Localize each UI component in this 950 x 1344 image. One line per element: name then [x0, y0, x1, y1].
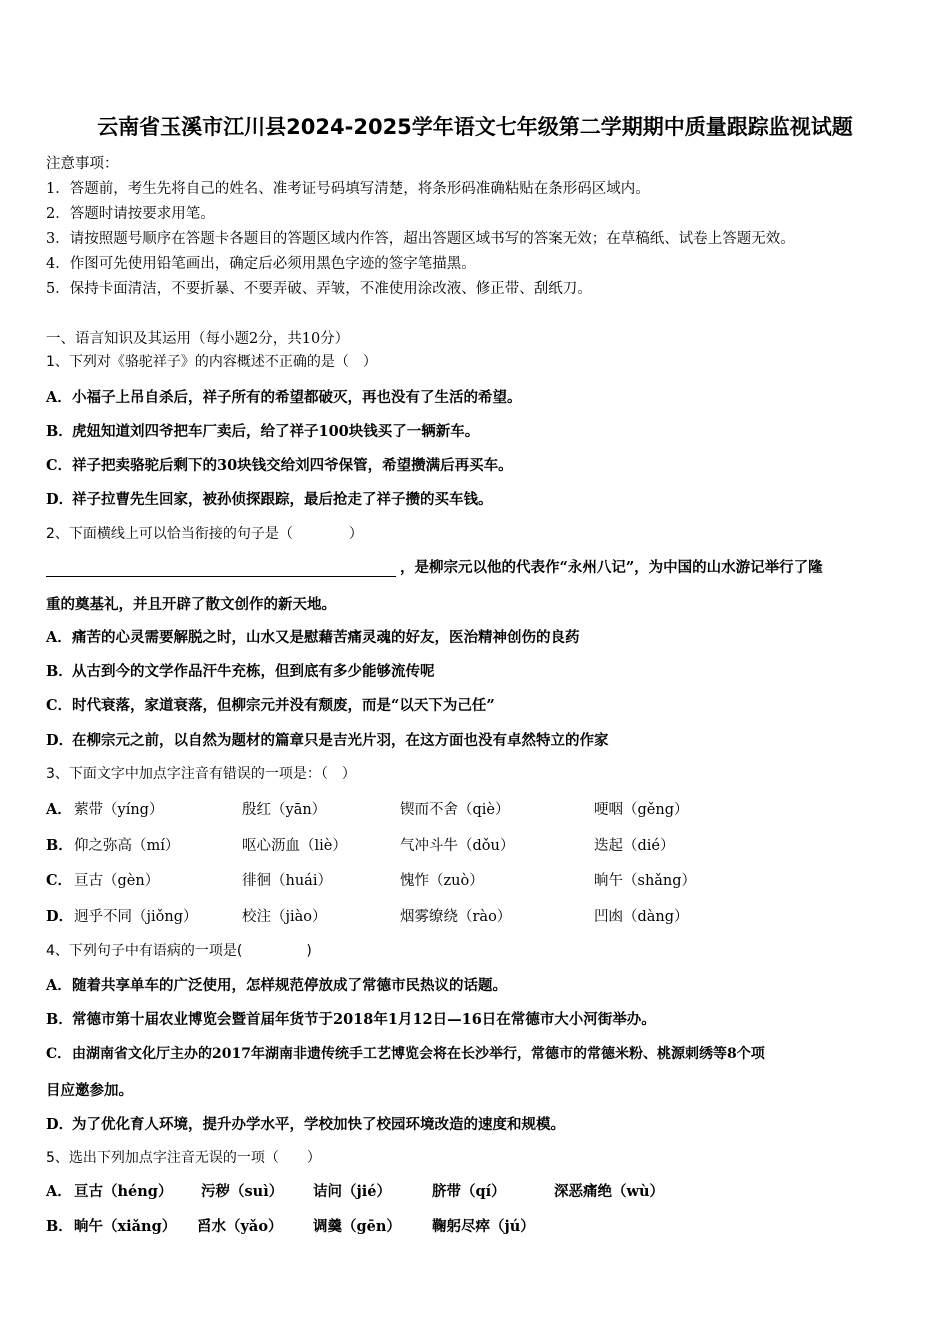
question-2-option-d: [46, 729, 609, 750]
option-cell: 萦带（yíng）: [74, 802, 164, 818]
option-cell: 迥乎不同（jiǒng）: [74, 909, 198, 925]
question-3-stem: 3、下面文字中加点字注音有错误的一项是：（ ）: [46, 766, 356, 782]
option-text: 从古到今的文学作品汗牛充栋，但到底有多少能够流传呢: [72, 663, 435, 680]
question-2-option-b: [46, 660, 435, 681]
passage-text: ，是柳宗元以他的代表作“永州八记”，为中国的山水游记举行了隆: [400, 559, 823, 576]
notice-item: 4．作图可先使用铅笔画出，确定后必须用黑色字迹的签字笔描黑。: [46, 256, 476, 272]
question-4-option-b: [46, 1008, 656, 1029]
option-text: 虎妞知道刘四爷把车厂卖后，给了祥子100块钱买了一辆新车。: [72, 423, 480, 440]
option-label: A．: [46, 389, 72, 406]
option-text: 在柳宗元之前，以自然为题材的篇章只是吉光片羽，在这方面也没有卓然特立的作家: [72, 732, 609, 749]
question-1-stem: 1、下列对《骆驼祥子》的内容概述不正确的是（ ）: [46, 354, 377, 370]
option-cell: 校注（jiào）: [242, 909, 327, 925]
option-cell: 徘徊（huái）: [242, 873, 332, 889]
notice-item: 1．答题前，考生先将自己的姓名、准考证号码填写清楚，将条形码准确粘贴在条形码区域内。: [46, 181, 650, 197]
option-label: B．: [46, 663, 73, 680]
stem-text: 4、下列句子中有语病的一项是(: [46, 943, 243, 959]
option-cell: 舀水（yǎo）: [197, 1218, 283, 1235]
option-cell: 呕心沥血（liè）: [242, 838, 347, 854]
option-cell: 迭起（dié）: [594, 838, 675, 854]
question-4-stem: [46, 940, 312, 960]
notice-heading: 注意事项：: [46, 156, 119, 172]
option-text: 为了优化育人环境，提升办学水平，学校加快了校园环境改造的速度和规模。: [72, 1116, 565, 1133]
option-cell: 亘古（gèn）: [74, 873, 160, 889]
option-text: 祥子拉曹先生回家，被孙侦探跟踪，最后抢走了祥子攒的买车钱。: [72, 491, 493, 508]
option-text: 时代衰落，家道衰落，但柳宗元并没有颓废，而是“以天下为己任”: [72, 697, 495, 714]
option-cell: 殷红（yān）: [242, 802, 327, 818]
question-2-stem: [46, 523, 363, 543]
option-cell: 深恶痛绝（wù）: [554, 1183, 665, 1200]
question-4-option-c-cont: [46, 1079, 133, 1100]
question-4-option-a: [46, 974, 507, 995]
passage-text: 重的奠基礼，并且开辟了散文创作的新天地。: [46, 596, 336, 613]
option-cell: 哽咽（gěng）: [594, 802, 689, 818]
option-label: A．: [46, 629, 72, 646]
option-label: B．: [46, 423, 73, 440]
option-label: A．: [46, 801, 72, 818]
stem-text: 2、下面横线上可以恰当衔接的句子是（: [46, 526, 293, 542]
notice-item: 5．保持卡面清洁，不要折暴、不要弄破、弄皱，不准使用涂改液、修正带、刮纸刀。: [46, 281, 592, 297]
question-2-option-c: [46, 694, 495, 715]
option-cell: 脐带（qí）: [432, 1183, 506, 1200]
question-2-option-a: [46, 626, 580, 647]
option-text: 目应邀参加。: [46, 1082, 133, 1099]
option-label: D．: [46, 908, 74, 925]
option-label: B．: [46, 837, 73, 854]
exam-title: 云南省玉溪市江川县2024-2025学年语文七年级第二学期期中质量跟踪监视试题: [97, 115, 853, 139]
option-label: A．: [46, 977, 72, 994]
option-cell: 晌午（xiǎng）: [74, 1218, 177, 1235]
option-label: B．: [46, 1218, 73, 1235]
option-text: 痛苦的心灵需要解脱之时，山水又是慰藉苦痛灵魂的好友，医治精神创伤的良药: [72, 629, 580, 646]
option-label: D．: [46, 1116, 74, 1133]
option-text: 随着共享单车的广泛使用，怎样规范停放成了常德市民热议的话题。: [72, 977, 507, 994]
option-cell: 凹凼（dàng）: [594, 909, 689, 925]
option-cell: 气冲斗牛（dǒu）: [400, 838, 515, 854]
notice-item: 3．请按照题号顺序在答题卡各题目的答题区域内作答，超出答题区域书写的答案无效；在草稿纸、试卷上答题无效。: [46, 231, 795, 247]
question-1-option-d: [46, 488, 493, 509]
option-text: 常德市第十届农业博览会暨首届年货节于2018年1月12日—16日在常德市大小河街举办。: [72, 1011, 656, 1028]
option-cell: 鞠躬尽瘁（jú）: [432, 1218, 535, 1235]
stem-close: ）: [348, 526, 363, 542]
option-label: C．: [46, 457, 73, 474]
option-text: 祥子把卖骆驼后剩下的30块钱交给刘四爷保管，希望攒满后再买车。: [72, 457, 513, 474]
option-label: A．: [46, 1183, 72, 1200]
answer-blank: [46, 560, 396, 577]
option-cell: 仰之弥高（mí）: [74, 838, 180, 854]
question-5-stem: 5、选出下列加点字注音无误的一项（ ）: [46, 1150, 321, 1166]
notice-item: 2．答题时请按要求用笔。: [46, 206, 215, 222]
option-label: D．: [46, 491, 74, 508]
option-text: 由湖南省文化厅主办的2017年湖南非遗传统手工艺博览会将在长沙举行，常德市的常德米粉、桃源刺绣等8个项: [72, 1046, 765, 1062]
option-label: C．: [46, 872, 73, 889]
question-1-option-c: [46, 454, 513, 475]
section-heading: 一、语言知识及其运用（每小题2分，共10分）: [46, 331, 350, 347]
option-label: D．: [46, 732, 74, 749]
option-label: B．: [46, 1011, 73, 1028]
option-cell: 诘问（jié）: [313, 1183, 391, 1200]
option-label: C．: [46, 697, 73, 714]
option-cell: 愧怍（zuò）: [400, 873, 484, 889]
option-cell: 锲而不舍（qiè）: [400, 802, 510, 818]
option-cell: 污秽（suì）: [201, 1183, 284, 1200]
question-4-option-c: [46, 1043, 765, 1063]
option-cell: 调羹（gēn）: [313, 1218, 401, 1235]
question-1-option-a: [46, 386, 522, 407]
option-cell: 亘古（héng）: [74, 1183, 173, 1200]
option-label: C．: [46, 1046, 72, 1062]
option-cell: 晌午（shǎng）: [594, 873, 697, 889]
question-2-passage-line: [46, 556, 823, 577]
question-4-option-d: [46, 1113, 565, 1134]
question-1-option-b: [46, 420, 479, 441]
option-text: 小福子上吊自杀后，祥子所有的希望都破灭，再也没有了生活的希望。: [72, 389, 522, 406]
option-cell: 烟雾缭绕（rào）: [400, 909, 512, 925]
question-2-passage-line: [46, 593, 336, 614]
stem-close: ): [306, 943, 312, 959]
